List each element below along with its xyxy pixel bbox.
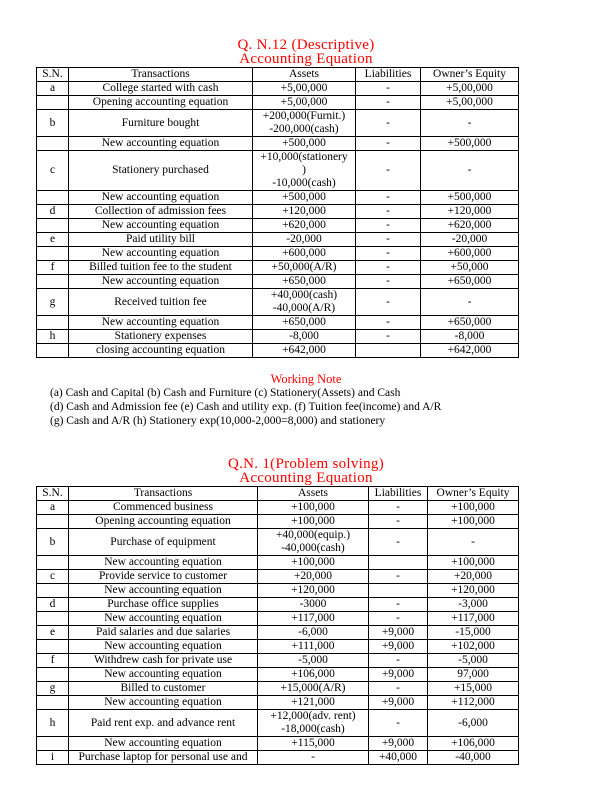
sn-cell: d bbox=[37, 205, 69, 219]
equity-cell: +120,000 bbox=[421, 205, 519, 219]
transaction-cell: Opening accounting equation bbox=[69, 96, 253, 110]
transaction-cell: New accounting equation bbox=[69, 556, 258, 570]
assets-cell: +120,000 bbox=[253, 205, 356, 219]
table-row bbox=[37, 515, 519, 529]
liabilities-cell: - bbox=[356, 205, 421, 219]
equity-cell: -40,000 bbox=[428, 751, 519, 765]
assets-cell: +106,000 bbox=[258, 668, 369, 682]
column-header: S.N. bbox=[37, 487, 69, 501]
transaction-cell: New accounting equation bbox=[69, 191, 253, 205]
transaction-cell: New accounting equation bbox=[69, 219, 253, 233]
liabilities-cell: - bbox=[356, 110, 421, 137]
equity-cell: -8,000 bbox=[421, 330, 519, 344]
transaction-cell: New accounting equation bbox=[69, 737, 258, 751]
transaction-cell: College started with cash bbox=[69, 82, 253, 96]
table-row bbox=[37, 640, 519, 654]
sn-cell: d bbox=[37, 598, 69, 612]
table-row bbox=[37, 344, 519, 358]
table-row bbox=[37, 233, 519, 247]
assets-cell: +115,000 bbox=[258, 737, 369, 751]
transaction-cell: Purchase of equipment bbox=[69, 529, 258, 556]
table-row bbox=[37, 96, 519, 110]
table-row bbox=[37, 556, 519, 570]
equity-cell: +20,000 bbox=[428, 570, 519, 584]
equity-cell: +650,000 bbox=[421, 275, 519, 289]
liabilities-cell: +9,000 bbox=[369, 640, 428, 654]
table-header-row bbox=[37, 487, 519, 501]
accounting-table-descriptive bbox=[36, 67, 519, 358]
sn-cell: b bbox=[37, 529, 69, 556]
transaction-cell: New accounting equation bbox=[69, 316, 253, 330]
table-row bbox=[37, 696, 519, 710]
liabilities-cell: - bbox=[369, 529, 428, 556]
table-row bbox=[37, 191, 519, 205]
assets-cell: +5,00,000 bbox=[253, 82, 356, 96]
sn-cell: h bbox=[37, 330, 69, 344]
transaction-cell: New accounting equation bbox=[69, 696, 258, 710]
sn-cell: f bbox=[37, 261, 69, 275]
assets-cell: +20,000 bbox=[258, 570, 369, 584]
assets-cell: +500,000 bbox=[253, 137, 356, 151]
transaction-cell: New accounting equation bbox=[69, 612, 258, 626]
equity-cell: -20,000 bbox=[421, 233, 519, 247]
table-row bbox=[37, 219, 519, 233]
equity-cell: +112,000 bbox=[428, 696, 519, 710]
sn-cell bbox=[37, 696, 69, 710]
liabilities-cell: +9,000 bbox=[369, 696, 428, 710]
table-row bbox=[37, 584, 519, 598]
liabilities-cell: - bbox=[369, 612, 428, 626]
table-row bbox=[37, 110, 519, 137]
liabilities-cell bbox=[369, 556, 428, 570]
assets-cell: - bbox=[258, 751, 369, 765]
liabilities-cell: - bbox=[369, 598, 428, 612]
equity-cell: +620,000 bbox=[421, 219, 519, 233]
liabilities-cell: +9,000 bbox=[369, 668, 428, 682]
sn-cell bbox=[37, 344, 69, 358]
section1-title bbox=[0, 38, 612, 66]
table-row bbox=[37, 261, 519, 275]
equity-cell: +100,000 bbox=[428, 501, 519, 515]
assets-cell: -5,000 bbox=[258, 654, 369, 668]
working-note bbox=[0, 372, 612, 428]
working-note-title: Working Note bbox=[270, 372, 342, 386]
table-row bbox=[37, 151, 519, 191]
transaction-cell: Collection of admission fees bbox=[69, 205, 253, 219]
assets-cell: -8,000 bbox=[253, 330, 356, 344]
table-row bbox=[37, 501, 519, 515]
sn-cell: c bbox=[37, 151, 69, 191]
working-note-line: (d) Cash and Admission fee (e) Cash and utility exp. (f) Tuition fee(income) and A/R bbox=[50, 401, 442, 413]
sn-cell bbox=[37, 640, 69, 654]
equity-cell: +642,000 bbox=[421, 344, 519, 358]
section1-title-line1: Q. N.12 (Descriptive) bbox=[237, 37, 375, 53]
table-row bbox=[37, 710, 519, 737]
sn-cell bbox=[37, 191, 69, 205]
sn-cell: h bbox=[37, 710, 69, 737]
equity-cell: - bbox=[421, 110, 519, 137]
section2-title bbox=[0, 457, 612, 485]
liabilities-cell: - bbox=[369, 710, 428, 737]
assets-cell: +500,000 bbox=[253, 191, 356, 205]
transaction-cell: New accounting equation bbox=[69, 247, 253, 261]
liabilities-cell: +40,000 bbox=[369, 751, 428, 765]
sn-cell bbox=[37, 316, 69, 330]
sn-cell: a bbox=[37, 501, 69, 515]
table-row bbox=[37, 654, 519, 668]
equity-cell: -15,000 bbox=[428, 626, 519, 640]
column-header: Assets bbox=[253, 68, 356, 82]
assets-cell: +642,000 bbox=[253, 344, 356, 358]
liabilities-cell: - bbox=[356, 316, 421, 330]
assets-cell: +117,000 bbox=[258, 612, 369, 626]
table-row bbox=[37, 612, 519, 626]
sn-cell bbox=[37, 556, 69, 570]
table-row bbox=[37, 598, 519, 612]
transaction-cell: Commenced business bbox=[69, 501, 258, 515]
sn-cell bbox=[37, 275, 69, 289]
liabilities-cell: - bbox=[356, 330, 421, 344]
liabilities-cell: - bbox=[369, 654, 428, 668]
transaction-cell: Stationery expenses bbox=[69, 330, 253, 344]
sn-cell bbox=[37, 96, 69, 110]
table-row bbox=[37, 682, 519, 696]
equity-cell: +5,00,000 bbox=[421, 82, 519, 96]
table-row bbox=[37, 316, 519, 330]
section2-title-line1: Q.N. 1(Problem solving) bbox=[227, 456, 385, 472]
liabilities-cell: - bbox=[356, 137, 421, 151]
table-row bbox=[37, 247, 519, 261]
equity-cell: +100,000 bbox=[428, 556, 519, 570]
assets-cell: +100,000 bbox=[258, 556, 369, 570]
transaction-cell: New accounting equation bbox=[69, 640, 258, 654]
table-row bbox=[37, 137, 519, 151]
liabilities-cell: - bbox=[369, 682, 428, 696]
liabilities-cell: - bbox=[369, 570, 428, 584]
sn-cell bbox=[37, 219, 69, 233]
table-row bbox=[37, 626, 519, 640]
assets-cell: +620,000 bbox=[253, 219, 356, 233]
equity-cell: - bbox=[428, 529, 519, 556]
accounting-table-problem-solving bbox=[36, 486, 519, 765]
table-row bbox=[37, 330, 519, 344]
transaction-cell: Paid salaries and due salaries bbox=[69, 626, 258, 640]
column-header: Owner’s Equity bbox=[428, 487, 519, 501]
assets-cell: +111,000 bbox=[258, 640, 369, 654]
liabilities-cell: - bbox=[356, 233, 421, 247]
equity-cell: +5,00,000 bbox=[421, 96, 519, 110]
sn-cell: f bbox=[37, 654, 69, 668]
liabilities-cell: - bbox=[356, 151, 421, 191]
liabilities-cell: - bbox=[369, 515, 428, 529]
table-row bbox=[37, 529, 519, 556]
column-header: Transactions bbox=[69, 68, 253, 82]
assets-cell: -3000 bbox=[258, 598, 369, 612]
assets-cell: +15,000(A/R) bbox=[258, 682, 369, 696]
transaction-cell: Billed tuition fee to the student bbox=[69, 261, 253, 275]
column-header: Liabilities bbox=[369, 487, 428, 501]
sn-cell: e bbox=[37, 233, 69, 247]
working-note-line: (g) Cash and A/R (h) Stationery exp(10,000-2,000=8,000) and stationery bbox=[50, 415, 386, 427]
sn-cell: b bbox=[37, 110, 69, 137]
equity-cell: -3,000 bbox=[428, 598, 519, 612]
assets-cell: +12,000(adv. rent) -18,000(cash) bbox=[258, 710, 369, 737]
equity-cell: +650,000 bbox=[421, 316, 519, 330]
transaction-cell: Provide service to customer bbox=[69, 570, 258, 584]
liabilities-cell: +9,000 bbox=[369, 737, 428, 751]
liabilities-cell: - bbox=[356, 96, 421, 110]
transaction-cell: Received tuition fee bbox=[69, 289, 253, 316]
working-note-line: (a) Cash and Capital (b) Cash and Furniture (c) Stationery(Assets) and Cash bbox=[50, 387, 401, 399]
sn-cell: c bbox=[37, 570, 69, 584]
sn-cell bbox=[37, 612, 69, 626]
table-row bbox=[37, 82, 519, 96]
transaction-cell: Paid utility bill bbox=[69, 233, 253, 247]
transaction-cell: Purchase office supplies bbox=[69, 598, 258, 612]
transaction-cell: Withdrew cash for private use bbox=[69, 654, 258, 668]
equity-cell: +50,000 bbox=[421, 261, 519, 275]
equity-cell: +100,000 bbox=[428, 515, 519, 529]
column-header: Liabilities bbox=[356, 68, 421, 82]
sn-cell: i bbox=[37, 751, 69, 765]
equity-cell: 97,000 bbox=[428, 668, 519, 682]
assets-cell: +40,000(cash) -40,000(A/R) bbox=[253, 289, 356, 316]
liabilities-cell: +9,000 bbox=[369, 626, 428, 640]
assets-cell: -6,000 bbox=[258, 626, 369, 640]
equity-cell: +120,000 bbox=[428, 584, 519, 598]
transaction-cell: closing accounting equation bbox=[69, 344, 253, 358]
equity-cell: +102,000 bbox=[428, 640, 519, 654]
equity-cell: - bbox=[421, 289, 519, 316]
assets-cell: +600,000 bbox=[253, 247, 356, 261]
table-row bbox=[37, 205, 519, 219]
equity-cell: -5,000 bbox=[428, 654, 519, 668]
liabilities-cell: - bbox=[356, 82, 421, 96]
equity-cell: -6,000 bbox=[428, 710, 519, 737]
equity-cell: +106,000 bbox=[428, 737, 519, 751]
liabilities-cell: - bbox=[356, 219, 421, 233]
sn-cell bbox=[37, 515, 69, 529]
liabilities-cell: - bbox=[356, 247, 421, 261]
liabilities-cell: - bbox=[369, 501, 428, 515]
transaction-cell: New accounting equation bbox=[69, 275, 253, 289]
liabilities-cell: - bbox=[356, 191, 421, 205]
assets-cell: +5,00,000 bbox=[253, 96, 356, 110]
table-row bbox=[37, 275, 519, 289]
transaction-cell: New accounting equation bbox=[69, 584, 258, 598]
sn-cell: a bbox=[37, 82, 69, 96]
assets-cell: +100,000 bbox=[258, 515, 369, 529]
table-header-row bbox=[37, 68, 519, 82]
table-row bbox=[37, 570, 519, 584]
assets-cell: +10,000(stationery ) -10,000(cash) bbox=[253, 151, 356, 191]
sn-cell: g bbox=[37, 289, 69, 316]
assets-cell: +650,000 bbox=[253, 316, 356, 330]
transaction-cell: Stationery purchased bbox=[69, 151, 253, 191]
assets-cell: +121,000 bbox=[258, 696, 369, 710]
equity-cell: +15,000 bbox=[428, 682, 519, 696]
transaction-cell: New accounting equation bbox=[69, 668, 258, 682]
transaction-cell: New accounting equation bbox=[69, 137, 253, 151]
column-header: Transactions bbox=[69, 487, 258, 501]
transaction-cell: Paid rent exp. and advance rent bbox=[69, 710, 258, 737]
equity-cell: +117,000 bbox=[428, 612, 519, 626]
table-row bbox=[37, 737, 519, 751]
equity-cell: +500,000 bbox=[421, 137, 519, 151]
transaction-cell: Purchase laptop for personal use and bbox=[69, 751, 258, 765]
liabilities-cell: - bbox=[356, 261, 421, 275]
equity-cell: +600,000 bbox=[421, 247, 519, 261]
equity-cell: +500,000 bbox=[421, 191, 519, 205]
sn-cell bbox=[37, 137, 69, 151]
liabilities-cell: - bbox=[356, 275, 421, 289]
assets-cell: +50,000(A/R) bbox=[253, 261, 356, 275]
sn-cell: e bbox=[37, 626, 69, 640]
section1-title-line2: Accounting Equation bbox=[239, 51, 373, 67]
section2-title-line2: Accounting Equation bbox=[239, 470, 373, 486]
sn-cell: g bbox=[37, 682, 69, 696]
transaction-cell: Opening accounting equation bbox=[69, 515, 258, 529]
assets-cell: +100,000 bbox=[258, 501, 369, 515]
assets-cell: +120,000 bbox=[258, 584, 369, 598]
column-header: Owner’s Equity bbox=[421, 68, 519, 82]
assets-cell: +200,000(Furnit.) -200,000(cash) bbox=[253, 110, 356, 137]
sn-cell bbox=[37, 737, 69, 751]
transaction-cell: Furniture bought bbox=[69, 110, 253, 137]
column-header: Assets bbox=[258, 487, 369, 501]
table-row bbox=[37, 289, 519, 316]
liabilities-cell: - bbox=[356, 289, 421, 316]
liabilities-cell bbox=[369, 584, 428, 598]
sn-cell bbox=[37, 247, 69, 261]
sn-cell bbox=[37, 584, 69, 598]
assets-cell: +40,000(equip.) -40,000(cash) bbox=[258, 529, 369, 556]
liabilities-cell bbox=[356, 344, 421, 358]
table-row bbox=[37, 668, 519, 682]
column-header: S.N. bbox=[37, 68, 69, 82]
transaction-cell: Billed to customer bbox=[69, 682, 258, 696]
assets-cell: +650,000 bbox=[253, 275, 356, 289]
assets-cell: -20,000 bbox=[253, 233, 356, 247]
table-row bbox=[37, 751, 519, 765]
equity-cell: - bbox=[421, 151, 519, 191]
sn-cell bbox=[37, 668, 69, 682]
